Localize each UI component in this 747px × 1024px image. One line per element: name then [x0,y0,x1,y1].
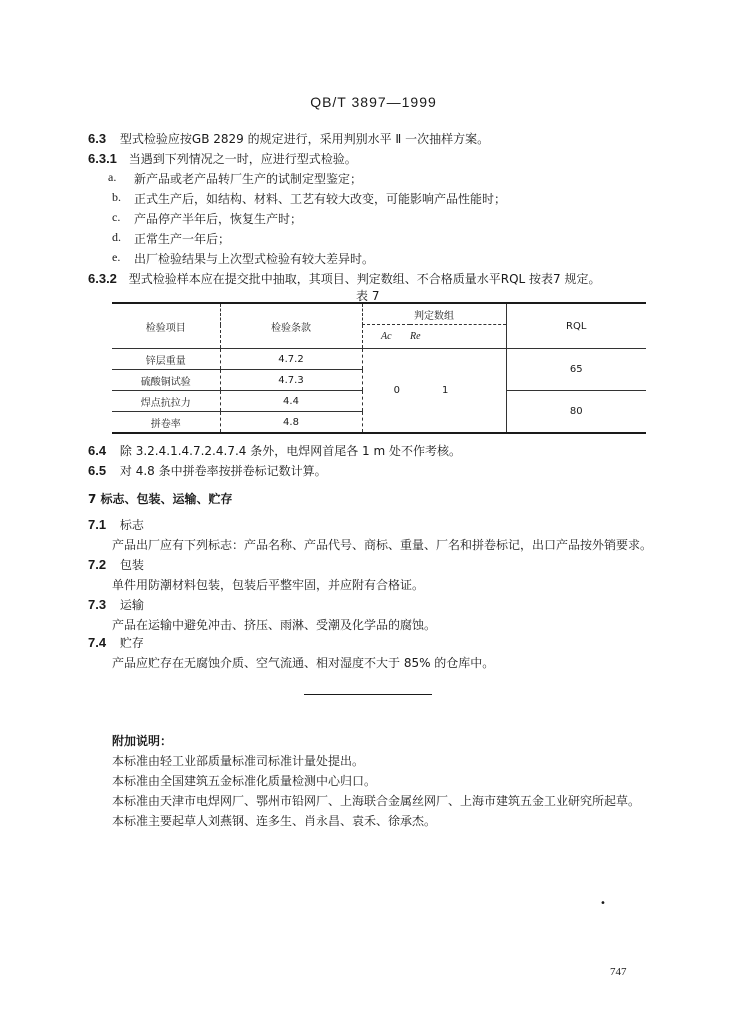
header-rql: RQL [506,303,646,349]
clause-6-3-2 [88,270,601,287]
table-row-item: 焊点抗拉力 [140,397,191,409]
subsection-number: 7.3 [88,597,107,612]
clause-text: 当遇到下列情况之一时，应进行型式检验。 [128,152,357,166]
subsection-heading: 运输 [119,598,144,612]
list-item-letter: d. [112,230,121,244]
table-row-item: 锌层重量 [145,355,186,367]
list-item [108,170,363,186]
clause-6-3 [88,130,489,147]
subsection-title [88,596,144,613]
subsection-heading: 标志 [119,518,144,532]
clause-text: 型式检验应按GB 2829 的规定进行，采用判别水平 Ⅱ 一次抽样方案。 [119,132,490,146]
clause-6-4 [88,442,461,459]
list-item-text: 出厂检验结果与上次型式检验有较大差异时。 [134,252,375,266]
list-item-letter: b. [112,190,121,204]
subsection-body: 产品在运输中避免冲击、挤压、雨淋、受潮及化学品的腐蚀。 [112,618,437,632]
list-item-letter: e. [112,250,121,264]
clause-number: 6.5 [88,463,107,478]
notes-line: 本标准由天津市电焊网厂、鄂州市铅网厂、上海联合金属丝网厂、上海市建筑五金工业研究所起草。 [112,794,641,808]
standard-code: QB/T 3897—1999 [310,94,437,110]
list-item [112,190,507,206]
notes-line: 本标准由全国建筑五金标准化质量检测中心归口。 [112,774,377,788]
clause-number: 6.4 [88,443,107,458]
subsection-number: 7.4 [88,635,107,650]
page-number: 747 [610,966,627,978]
subsection-body: 产品应贮存在无腐蚀介质、空气流通、相对湿度不大于 85% 的仓库中。 [112,656,495,670]
table-row-clause: 4.7.3 [220,370,362,391]
table-rql-value: 80 [506,391,646,434]
list-item-text: 正常生产一年后； [134,232,231,246]
notes-title: 附加说明： [112,734,173,748]
scan-mark: • [600,898,606,909]
section-divider [304,694,432,695]
table-row-clause: 4.7.2 [220,349,362,370]
clause-text: 对 4.8 条中拼卷率按拼卷标记数计算。 [119,464,327,478]
header-ac: Ac [362,325,410,349]
table-row-clause: 4.4 [220,391,362,412]
table-row-item: 拼卷率 [150,418,181,430]
subsection-title [88,634,144,651]
clause-number: 6.3.2 [88,271,117,286]
list-item-text: 正式生产后，如结构、材料、工艺有较大改变，可能影响产品性能时； [134,192,507,206]
clause-number: 6.3 [88,131,107,146]
table-7 [112,302,646,434]
list-item-text: 产品停产半年后，恢复生产时； [134,212,303,226]
header-re: Re [410,331,421,342]
subsection-heading: 贮存 [119,636,144,650]
clause-6-3-1 [88,150,357,167]
table-ac-value: 0 [362,349,410,434]
notes-line: 本标准主要起草人刘燕钢、连多生、肖永昌、袁禾、徐承杰。 [112,814,437,828]
list-item [112,230,231,246]
header-clause: 检验条款 [220,303,362,349]
list-item [112,250,375,266]
subsection-number: 7.1 [88,517,107,532]
subsection-heading: 包装 [119,558,144,572]
list-item [112,210,303,226]
list-item-letter: a. [108,170,117,184]
header-judge: 判定数组 [362,303,506,325]
table-caption: 表 7 [356,289,380,303]
subsection-title [88,516,144,533]
clause-text: 型式检验样本应在提交批中抽取，其项目、判定数组、不合格质量水平RQL 按表7 规定。 [128,272,601,286]
subsection-body: 产品出厂应有下列标志：产品名称、产品代号、商标、重量、厂名和拼卷标记，出口产品按外销要求。 [112,538,653,552]
subsection-title [88,556,144,573]
subsection-number: 7.2 [88,557,107,572]
table-row-item: 硫酸铜试验 [140,376,191,388]
clause-text: 除 3.2.4.1.4.7.2.4.7.4 条外，电焊网首尾各 1 m 处不作考核。 [119,444,461,458]
table-row-clause: 4.8 [220,412,362,434]
list-item-letter: c. [112,210,121,224]
table-re-value: 1 [442,385,449,396]
clause-number: 6.3.1 [88,151,117,166]
subsection-body: 单件用防潮材料包装，包装后平整牢固，并应附有合格证。 [112,578,425,592]
notes-line: 本标准由轻工业部质量标准司标准计量处提出。 [112,754,365,768]
list-item-text: 新产品或老产品转厂生产的试制定型鉴定； [134,172,363,186]
clause-6-5 [88,462,327,479]
header-item: 检验项目 [145,322,186,334]
section-7-title: 7 标志、包装、运输、贮存 [88,492,233,506]
table-rql-value: 65 [506,349,646,391]
